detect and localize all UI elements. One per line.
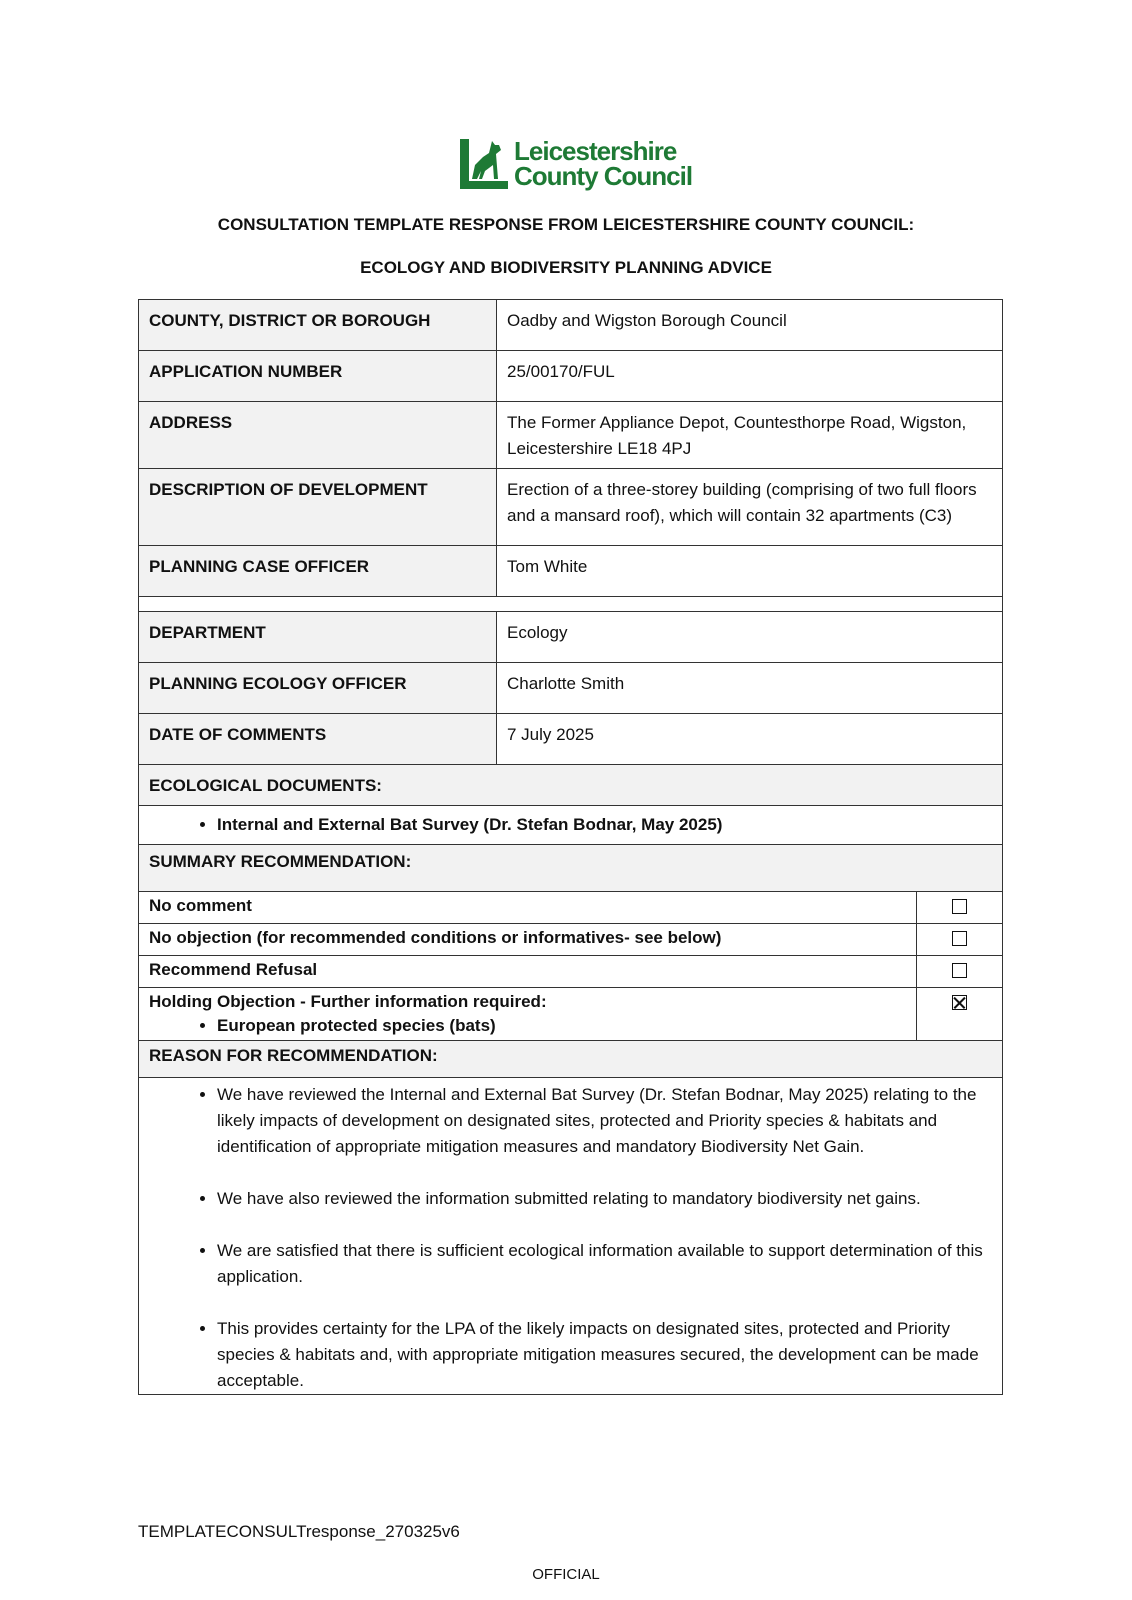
field-label: ADDRESS [139,402,497,469]
spacer-row [139,597,1003,612]
option-label: No comment [149,896,252,915]
recommendation-option [139,956,917,988]
option-label: Recommend Refusal [149,960,318,979]
field-label: COUNTY, DISTRICT OR BOROUGH [139,300,497,351]
field-label: DATE OF COMMENTS [139,714,497,765]
reason-item: • We are satisfied that there is sufficient ecological information available to support determination of this application. [217,1238,992,1290]
option-sub-item: • European protected species (bats) [217,1014,906,1038]
field-value: Erection of a three-storey building (comprising of two full floors and a mansard roof), which will contain 32 apartments (C3) [497,469,1003,546]
fox-logo-icon [458,137,510,191]
ecological-document-item: • Internal and External Bat Survey (Dr. Stefan Bodnar, May 2025) [217,812,992,838]
consultation-table [138,299,1003,1395]
field-value: Oadby and Wigston Borough Council [497,300,1003,351]
recommendation-option [139,924,917,956]
reason-item: • This provides certainty for the LPA of the likely impacts on designated sites, protected and Priority species & habitats and, with appropriate mitigation measures secured, the development can be made acceptable. [217,1316,992,1394]
field-value: 7 July 2025 [497,714,1003,765]
checkbox[interactable] [952,931,967,946]
recommendation-option [139,988,917,1041]
council-logo [458,137,692,191]
field-label: PLANNING ECOLOGY OFFICER [139,663,497,714]
footer-reference: TEMPLATECONSULTresponse_270325v6 [138,1522,460,1541]
option-label: Holding Objection - Further information required: [149,992,547,1011]
reason-item: • We have also reviewed the information submitted relating to mandatory biodiversity net gains. [217,1186,992,1212]
reason-heading: REASON FOR RECOMMENDATION: [139,1041,1003,1078]
field-value: 25/00170/FUL [497,351,1003,402]
field-label: DEPARTMENT [139,612,497,663]
field-value: Ecology [497,612,1003,663]
recommendation-option [139,892,917,924]
document-title: CONSULTATION TEMPLATE RESPONSE FROM LEICESTERSHIRE COUNTY COUNCIL: [217,215,915,234]
checkbox[interactable] [952,963,967,978]
checked-checkbox[interactable] [952,995,967,1010]
field-label: PLANNING CASE OFFICER [139,546,497,597]
classification-label: OFFICIAL [532,1566,600,1583]
logo-line-2: County Council [514,161,693,191]
field-label: DESCRIPTION OF DEVELOPMENT [139,469,497,546]
reason-item: • We have reviewed the Internal and External Bat Survey (Dr. Stefan Bodnar, May 2025) relating to the likely impacts of development on designated sites, protected and Priority species & habitats and identification of appropriate mitigation measures and mandatory Biodiversity Net Gain. [217,1082,992,1160]
field-value: The Former Appliance Depot, Countesthorpe Road, Wigston, Leicestershire LE18 4PJ [497,402,1003,469]
option-label: No objection (for recommended conditions or informatives- see below) [149,928,722,947]
field-value: Charlotte Smith [497,663,1003,714]
ecological-documents-heading: ECOLOGICAL DOCUMENTS: [139,765,1003,806]
logo-line-1: Leicestershire [514,136,677,166]
checkbox[interactable] [952,899,967,914]
field-label: APPLICATION NUMBER [139,351,497,402]
field-value: Tom White [497,546,1003,597]
summary-recommendation-heading: SUMMARY RECOMMENDATION: [139,845,1003,892]
document-subtitle: ECOLOGY AND BIODIVERSITY PLANNING ADVICE [360,258,772,277]
